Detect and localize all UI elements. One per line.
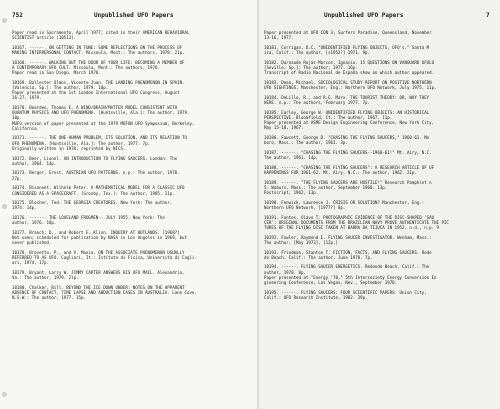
bibliography-entry <box>264 200 496 210</box>
bibliography-entry <box>12 30 250 40</box>
entry-line: REFERRED TO AS UFO. Cagliari, It.: Istituto di Fisica, Università di Cagli- <box>12 255 197 261</box>
entry-line: 10182. Darnaude Rojas-Marcos, Ignacio. 15 QUESTIONS ON VANGUARD UFOLO <box>264 59 435 65</box>
bibliography-entry <box>12 80 250 101</box>
entry-line: 10171. ------. THE ONE HUMAN PROBLEM, ITS SOLUTION, AND ITS RELATION TO <box>12 135 187 141</box>
entry-line: Paper presented at the 1st London International UFO Congress, August <box>12 90 180 96</box>
entry-line: ica, Calif.: The author, [c1952?] 1971. 9p. <box>264 50 370 56</box>
bibliography-entry <box>264 30 496 40</box>
entry-line: 10184. DeLillo, R., and R.E. Marx. THE TOURIST THEORY: OR, WHY THEY <box>264 94 430 100</box>
entry-line: UFO SIGHTINGS. Manchester, Eng.: Northern UFO Network, July 1975. 11p. <box>264 85 437 91</box>
entry-line: Paper presented at UFO CON 3, Surfers Paradise, Queensland, November <box>264 30 432 35</box>
entry-line: [Seville, Sp.]: The author, 1977. 16p. <box>264 64 358 70</box>
entry-line: 10172. Beer, Lionel. AN INTRODUCTION TO FLYING SAUCERS. London: The <box>12 155 178 161</box>
page-gutter <box>257 0 259 409</box>
entry-line: UFO PHENOMENA. [Huntsville, Ala.]: The author, 1977. 7p. <box>12 140 151 146</box>
entry-line: 10188. ------. "CHASING THE FLYING SAUCERS": A RESEARCH ARTICLE OF UF <box>264 164 435 170</box>
entry-line: TURES OF THE FLYING DISC TAKEN AT BARRA DA TIJUCA IN 1952. n.d., n.p. 9 <box>264 224 439 230</box>
entry-line: ari, 1974. 17p. <box>12 260 49 266</box>
punch-hole <box>2 392 7 397</box>
bibliography-entry <box>12 230 250 245</box>
bibliography-entry <box>264 110 496 131</box>
entry-line: 1974. 14p. <box>12 205 37 211</box>
entry-line: 10p. <box>12 115 22 121</box>
right-page <box>258 0 500 409</box>
bibliography-entry <box>264 80 496 90</box>
entry-line: 10177. Branch, D., and Robert E. Klinn. INQUIRY AT HOTLANDS. [1968?] <box>12 230 180 236</box>
entry-line: 10192. Fowler, Raymond E. FLYING SAUCER INVESTIGATOR. Wenham, Mass.: <box>264 234 432 240</box>
entry-line: never published. <box>12 240 52 246</box>
bibliography-entry <box>12 156 250 166</box>
entry-line: ABSENCE OF CONTACT, TIME LAPSE AND ABDUCTION CASES IN AUSTRALIA. Lane Cove, <box>12 290 197 296</box>
entry-line: Transcript of Radio Nacional de España show on which author appeared. <box>264 70 435 76</box>
entry-line: Paper presented at "Energy '70," 5th Intersociety Energy Conversion En <box>264 274 437 280</box>
bibliography-entry <box>264 180 496 195</box>
bibliography-entry <box>264 215 496 230</box>
entry-line: The author, 1961. 14p. <box>264 154 319 160</box>
entry-line: 10193. Friedman, Stanton T. FICTION, FACTS, AND FLYING SAUCERS. Redo <box>264 249 432 255</box>
punch-hole <box>2 204 7 209</box>
entry-line: Northern UFO Network, [1977?] 8p. <box>264 204 346 210</box>
entry-line: 10179. Bryant, Larry W. JIMMY CARTER ANSWERS HIS UFO MAIL. Alexandria, <box>12 270 185 276</box>
entry-line: author, 1970. 8p. <box>264 269 306 275</box>
punch-hole <box>2 18 7 23</box>
entry-line: May 15-18, 1967. <box>264 125 304 131</box>
entry-line: Calif.: UFO Research Institute, 1982. 39p. <box>264 294 368 300</box>
entry-line: 10195. ------. FLYING SAUCERS: FOUR SCIENTIFIC PAPERS. Union City, <box>264 289 427 295</box>
entry-line: 27p. <box>12 175 22 181</box>
entry-line: 10178. Brovetto, P., and V. Maxia. ON THE ASSOCIATE PHENOMENON USUALLY <box>12 250 185 256</box>
entry-line: author, 1976. 18p. <box>12 220 57 226</box>
bibliography-entry <box>12 105 250 131</box>
left-entry-list <box>12 30 250 305</box>
entry-line: 10191. Fontes, Olavo T. PHOTOGRAPHIC EVIDENCE OF THE DISC-SHAPED 'SAU <box>264 214 435 220</box>
bibliography-entry <box>264 150 496 160</box>
entry-line: HAPPENINGS FOR 1961-62. Mt. Airy, N.C.: The author, 1962. 21p. <box>264 169 417 175</box>
entry-line: 10173. Berger, Ernst. AUSTRIAN UFO PATTERNS. n.p.: The author, 1978. <box>12 170 180 176</box>
entry-line: A CONTEMPORARY UFO CULT. Missoula, Mont.: The authors, 1976. <box>12 64 160 70</box>
bibliography-entry <box>12 270 250 280</box>
running-head-right: Unpublished UFO Papers <box>324 12 404 19</box>
entry-line: Postscript, 1962, 13p. <box>264 189 319 195</box>
entry-line: N.S.W.: The author, 1977. 15p. <box>12 295 86 301</box>
entry-line: 10175. Blocher, Ted. THE GEORGIA CREATURES. New York: The author, <box>12 200 173 206</box>
page-number-left: 752 <box>12 12 23 19</box>
entry-line: 10185. Earley, George W. UNIDENTIFIED FLYING OBJECTS: AN HISTORICAL <box>264 109 430 115</box>
entry-line: 26-27, 1979. <box>12 95 42 101</box>
entry-line: 10190. Fenwick, Lawrence J. CRISIS OR SOLUTION? Manchester, Eng.: <box>264 199 425 205</box>
bibliography-entry <box>264 45 496 55</box>
entry-line: Not seen; scheduled for publication by NASA in Los Angeles in 1969, but <box>12 235 187 241</box>
entry-line: 10186. Fawcett, George D. "CHASING THE FLYING SAUCERS," 1960-61. Mo <box>264 134 430 140</box>
entry-line: 10183. Dean, Michael. SOCIOLOGICAL STUDY REPORT ON POSITIVE NORTHERN <box>264 79 432 85</box>
bibliography-entry <box>264 135 496 145</box>
entry-line: 10169. Ballester Olmos, Vicente-Juan. THE LANDING PHENOMENON IN SPAIN. <box>12 79 185 85</box>
entry-line: QUANTUM PHYSICS AND UFO PHENOMENA. [Huntsville, Ala.]: The author, 1979. <box>12 110 190 116</box>
entry-line: SCIENTIST article (10513). <box>12 35 77 41</box>
bibliography-entry <box>12 215 250 225</box>
entry-line: [Valencia, Sp.]: The author, 1979. 10p. <box>12 85 109 91</box>
bibliography-entry <box>264 250 496 260</box>
entry-line: 10168. ------. WALKING OUT THE DOOR OF YOUR LIFE: BECOMING A MEMBER OF <box>12 59 185 65</box>
entry-line: 10170. Bearden, Thomas E. A WIND/BRAIN/MATTER MODEL CONSISTENT WITH <box>12 105 178 111</box>
page-number-right: 7 <box>486 12 490 19</box>
entry-line: CONSIDERED AS A SPACECRAFT. [Grosby, Tex.]: The author, 1985. 11p. <box>12 190 175 196</box>
entry-line: MAKING INTERPERSONAL CONTACT. Missoula, Mont.: The authors, 1978. 21p. <box>12 50 185 56</box>
entry-line: Va.: The author, 1979. 2lp. <box>12 275 79 281</box>
entry-line: CER': ORIGINAL DOCUMENTS FROM THE BRAZILIAN NAVY PROVE AUTHENTICATE THE PIC <box>264 219 449 225</box>
entry-line: gineering Conference, Las Vegas, Nev., September 1970. <box>264 279 398 285</box>
entry-line: author, 1964. 14p. <box>12 160 57 166</box>
bibliography-entry <box>264 95 496 105</box>
entry-line: 5. Woburn, Mass.: The author, September 1960. 13p. <box>264 184 388 190</box>
bibliography-entry <box>12 250 250 265</box>
entry-line: 10187. ------. "CHASING THE FLYING SAUCERS--1960-61!" Mt. Airy, N.C. <box>264 149 432 155</box>
entry-line: Originally written in 1970; reprinted by NICS. <box>12 145 126 151</box>
entry-line: Paper read in Sacramento, April 1977; cited in their AMERICAN BEHAVIORAL <box>12 30 190 35</box>
entry-line: HERE. n.p.: The authors, February 1977. 7p. <box>264 99 370 105</box>
entry-line: 10189. ------. "THE FLYING SAUCERS ARE HOSTILE!" Research Pamphlet n <box>264 179 432 185</box>
bibliography-entry <box>12 200 250 210</box>
right-entry-list <box>264 30 496 305</box>
entry-line: 10176. ------. THE LOVELAND FROGMEN-- JULY 1955. New York: The <box>12 215 165 221</box>
entry-line: Paper read in San Diego, March 1976. <box>12 70 101 76</box>
entry-line: PERSPECTIVE. Bloomfield, Ct.: The author, 1967. 11p. <box>264 114 393 120</box>
bibliography-entry <box>264 60 496 75</box>
bibliography-entry <box>264 165 496 175</box>
entry-line: 10181. Corrigan, D.C. "UNIDENTIFIED FLYING OBJECTS, UFO's." Santa M <box>264 44 430 50</box>
entry-line: 10194. ------. FLYING SAUCER ENERGETICS. Redondo Beach, Calif.: The <box>264 264 430 270</box>
entry-line: 10180. Chalker, Bill. BEYOND THE ICE DOWN UNDER: NOTES ON THE APPARENT <box>12 285 185 291</box>
entry-line: Paper presented at ASME Design Engineering Conference, New York City, <box>264 120 435 125</box>
bibliography-entry <box>264 264 496 285</box>
bibliography-entry <box>12 135 250 150</box>
entry-line: do Beach, Calif.: The author, June 1978. 7p. <box>264 254 373 260</box>
running-head-left: Unpublished UFO Papers <box>94 12 174 19</box>
bibliography-entry <box>264 235 496 245</box>
entry-line: 10174. Bisonnet, Wilhelm Peter. A MATHEMATICAL MODEL FOR A CLASSIC UFO <box>12 185 185 191</box>
bibliography-entry <box>12 170 250 180</box>
bibliography-entry <box>12 285 250 300</box>
bibliography-entry <box>12 60 250 75</box>
entry-line: California. <box>12 125 40 131</box>
entry-line: 10167. ------. ON GETTING IN TUNE: SOME REFLECTIONS ON THE PROCESS OF <box>12 44 183 50</box>
bibliography-entry <box>12 185 250 195</box>
entry-line: MUFO version of paper presented at the 1979 MUFON UFO Symposium, Berkeley, <box>12 120 195 126</box>
entry-line: 13-16, 1977. <box>264 35 294 41</box>
bibliography-entry <box>264 290 496 300</box>
entry-line: The author, [May 1973], [12p.] <box>264 239 338 245</box>
entry-line: boro, Mass.: The author, 1961. 3p. <box>264 140 348 146</box>
bibliography-entry <box>12 45 250 55</box>
